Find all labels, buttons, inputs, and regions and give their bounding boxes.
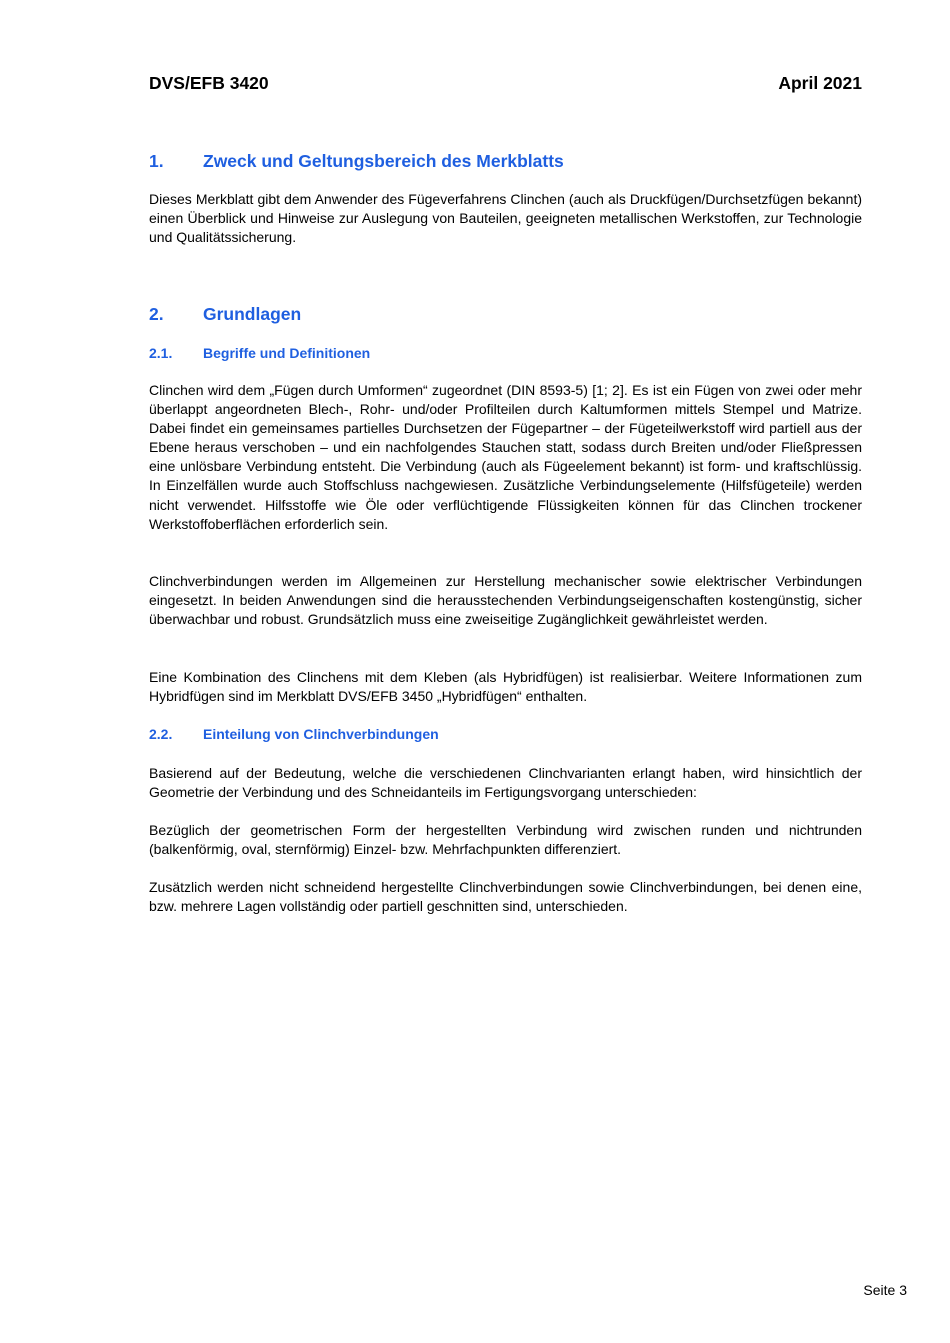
section-2-1-paragraph-3: Eine Kombination des Clinchens mit dem Kleben (als Hybridfügen) ist realisierbar. Weitere Informationen zum Hybridfügen sind im Merkblatt DVS/EFB 3450 „Hybridfügen“ enthalten. (149, 669, 862, 705)
section-2-1-title: Begriffe und Definitionen (203, 345, 371, 361)
section-2-2-heading (149, 725, 439, 743)
section-2-number: 2. (149, 304, 164, 324)
document-id: DVS/EFB 3420 (149, 73, 269, 93)
section-2-1-heading (149, 344, 370, 362)
section-2-heading (149, 303, 301, 325)
section-2-2-title: Einteilung von Clinchverbindungen (203, 726, 439, 742)
section-2-2-paragraph-1: Basierend auf der Bedeutung, welche die verschiedenen Clinchvarianten erlangt haben, wird hinsichtlich der Geometrie der Verbindung und des Schneidanteils im Fertigungsvorgang unterschieden: (149, 765, 862, 801)
section-2-2-paragraph-3: Zusätzlich werden nicht schneidend hergestellte Clinchverbindungen sowie Clinchverbindungen, bei denen eine, bzw. mehrere Lagen vollständig oder partiell geschnitten sind, unterschieden. (149, 879, 862, 915)
section-1-paragraph: Dieses Merkblatt gibt dem Anwender des Fügeverfahrens Clinchen (auch als Druckfügen/Durchsetzfügen bekannt) einen Überblick und Hinweise zur Auslegung von Bauteilen, geeigneten metallischen Werkstoffen, zur Technologie und Qualitätssicherung. (149, 191, 862, 246)
document-date: April 2021 (778, 73, 862, 93)
section-2-title: Grundlagen (203, 304, 302, 324)
section-2-1-paragraph-2: Clinchverbindungen werden im Allgemeinen zur Herstellung mechanischer sowie elektrischer Verbindungen eingesetzt. In beiden Anwendungen sind die herausstechenden Verbindungseigenschaften kostengünstig, sicher überwachbar und robust. Grundsätzlich muss eine zweiseitige Zugänglichkeit gewährleistet werden. (149, 573, 862, 628)
section-2-1-number: 2.1. (149, 345, 173, 361)
section-1-heading (149, 150, 564, 172)
section-1-title: Zweck und Geltungsbereich des Merkblatts (203, 151, 564, 171)
section-1-number: 1. (149, 151, 164, 171)
page-number: Seite 3 (863, 1282, 907, 1298)
section-2-1-paragraph-1: Clinchen wird dem „Fügen durch Umformen“ zugeordnet (DIN 8593-5) [1; 2]. Es ist ein Fügen von zwei oder mehr überlappt angeordneten Blech-, Rohr- und/oder Profilteilen durch Kaltumformen mittels Stempel und Matrize. Dabei findet ein gemeinsames partielles Durchsetzen der Fügepartner – der Fügeteilwerkstoff wird partiell aus der Ebene heraus verschoben – und ein nachfolgendes Stauchen statt, sodass durch Breiten und/oder Fließpressen eine unlösbare Verbindung entsteht. Die Verbindung (auch als Fügeelement bekannt) ist form- und kraftschlüssig. In Einzelfällen wurde auch Stoffschluss nachgewiesen. Zusätzliche Verbindungselemente (Hilfsfügeteile) werden nicht verwendet. Hilfsstoffe wie Öle oder verflüchtigende Flüssigkeiten können für das Clinchen trockener Werkstoffoberflächen erforderlich sein. (149, 382, 862, 532)
section-2-2-paragraph-2: Bezüglich der geometrischen Form der hergestellten Verbindung wird zwischen runden und nichtrunden (balkenförmig, oval, sternförmig) Einzel- bzw. Mehrfachpunkten differenziert. (149, 822, 862, 858)
section-2-2-number: 2.2. (149, 726, 173, 742)
